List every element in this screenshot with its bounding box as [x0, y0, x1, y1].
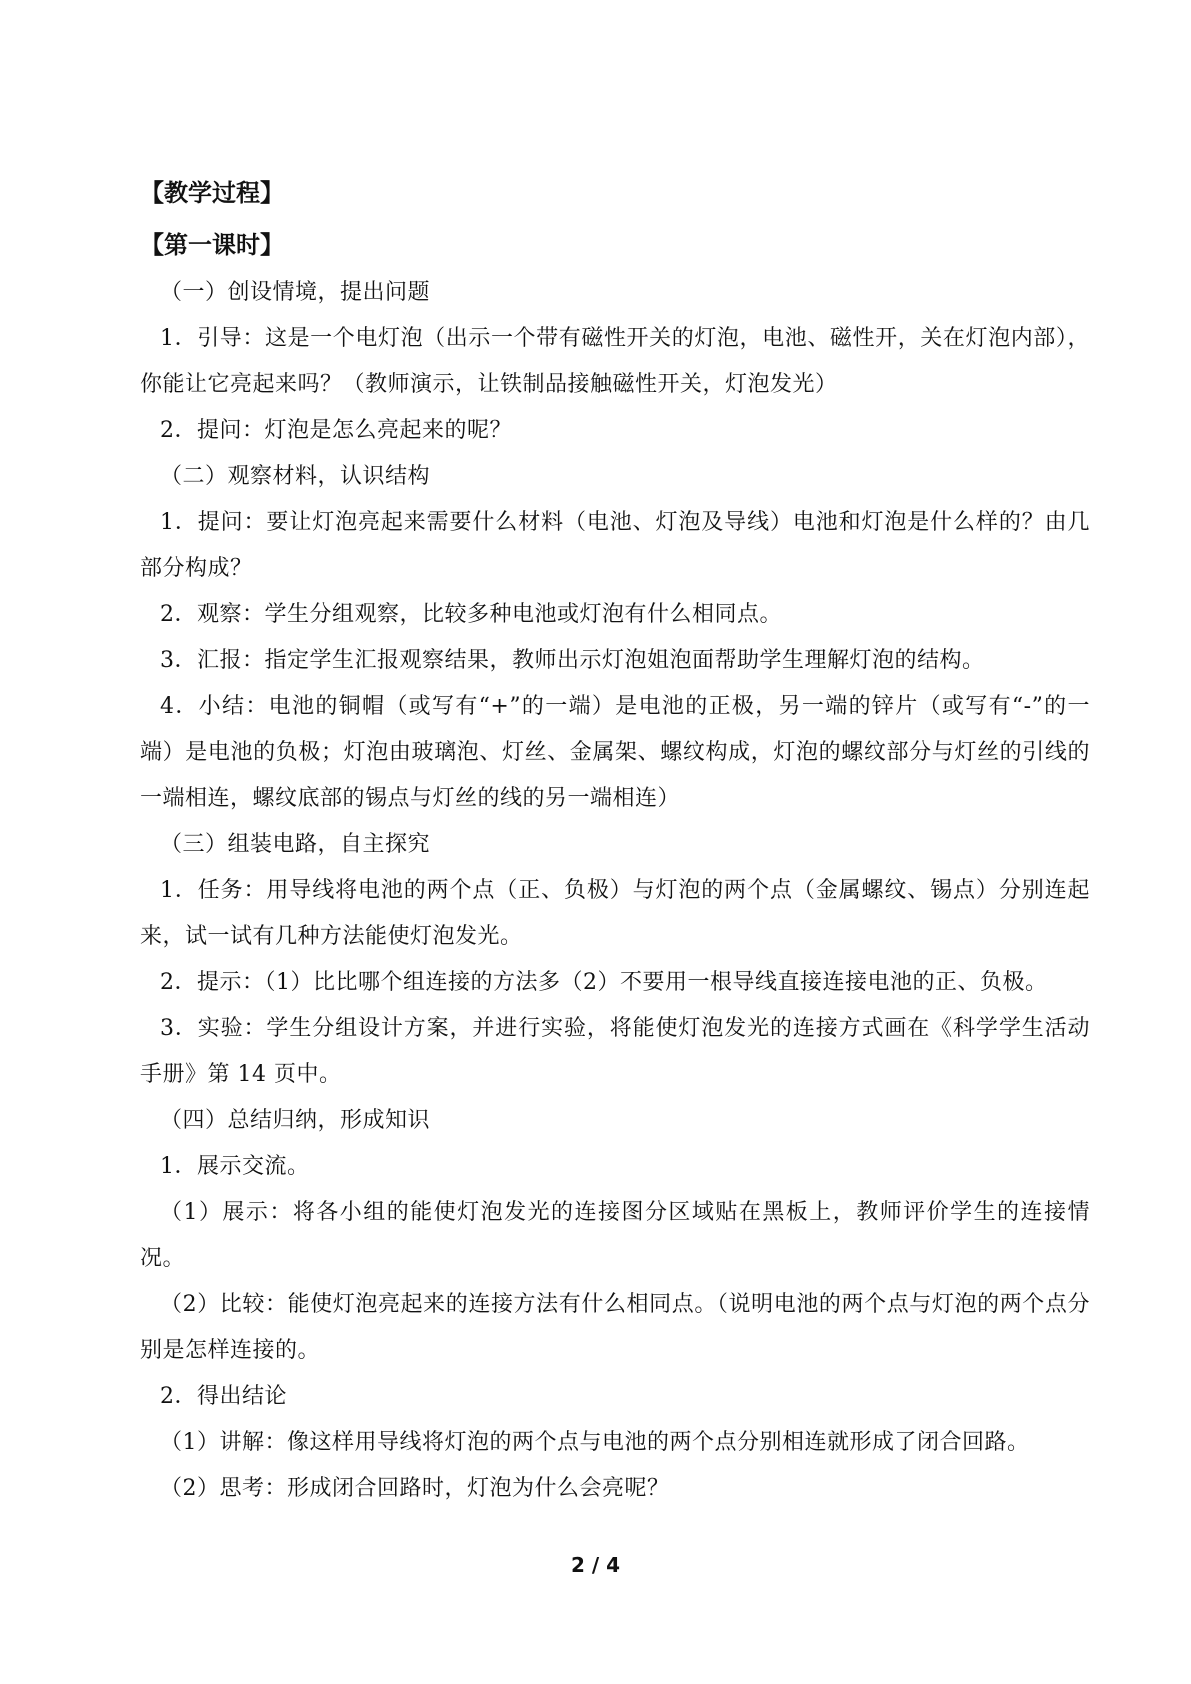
- section-heading-1: （一）创设情境，提出问题: [160, 280, 431, 305]
- heading-teaching-process: 【教学过程】: [140, 178, 284, 207]
- paragraph: 1．展示交流。: [160, 1154, 310, 1179]
- paragraph: （2）比较：能使灯泡亮起来的连接方法有什么相同点。（说明电池的两个点与灯泡的两个点分别是怎样连接的。: [140, 1292, 1090, 1363]
- paragraph: 1．引导：这是一个电灯泡（出示一个带有磁性开关的灯泡，电池、磁性开，关在灯泡内部），你能让它亮起来吗？（教师演示，让铁制品接触磁性开关，灯泡发光）: [140, 326, 1090, 397]
- paragraph: 3．实验：学生分组设计方案，并进行实验，将能使灯泡发光的连接方式画在《科学学生活动手册》第 14 页中。: [140, 1016, 1090, 1087]
- section-heading-3: （三）组装电路，自主探究: [160, 832, 431, 857]
- paragraph: 2．观察：学生分组观察，比较多种电池或灯泡有什么相同点。: [160, 602, 782, 627]
- paragraph: （1）讲解：像这样用导线将灯泡的两个点与电池的两个点分别相连就形成了闭合回路。: [160, 1430, 1030, 1455]
- paragraph: 2．得出结论: [160, 1384, 287, 1409]
- page-number: 2 / 4: [570, 1553, 621, 1577]
- paragraph: （1）展示：将各小组的能使灯泡发光的连接图分区域贴在黑板上，教师评价学生的连接情况。: [140, 1200, 1090, 1271]
- section-heading-4: （四）总结归纳，形成知识: [160, 1108, 431, 1133]
- paragraph: 1．提问：要让灯泡亮起来需要什么材料（电池、灯泡及导线）电池和灯泡是什么样的？由几部分构成？: [140, 510, 1090, 581]
- heading-first-lesson: 【第一课时】: [140, 230, 284, 259]
- paragraph: （2）思考：形成闭合回路时，灯泡为什么会亮呢？: [160, 1476, 670, 1501]
- paragraph: 3．汇报：指定学生汇报观察结果，教师出示灯泡姐泡面帮助学生理解灯泡的结构。: [160, 648, 985, 673]
- paragraph: 4．小结：电池的铜帽（或写有“+”的一端）是电池的正极，另一端的锌片（或写有“-”的一端）是电池的负极；灯泡由玻璃泡、灯丝、金属架、螺纹构成，灯泡的螺纹部分与灯丝的引线的一端相连，螺纹底部的锡点与灯丝的线的另一端相连）: [140, 694, 1090, 811]
- paragraph: 1．任务：用导线将电池的两个点（正、负极）与灯泡的两个点（金属螺纹、锡点）分别连起来，试一试有几种方法能使灯泡发光。: [140, 878, 1090, 949]
- section-heading-2: （二）观察材料，认识结构: [160, 464, 431, 489]
- paragraph: 2．提示：（1）比比哪个组连接的方法多（2）不要用一根导线直接连接电池的正、负极。: [160, 970, 1048, 995]
- paragraph: 2．提问：灯泡是怎么亮起来的呢？: [160, 418, 512, 443]
- document-body: [140, 168, 1090, 1512]
